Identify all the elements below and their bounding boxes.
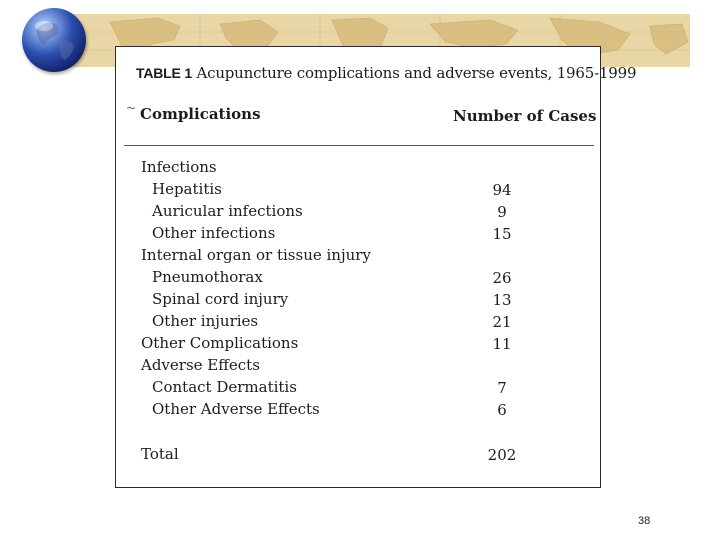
table-row <box>116 180 600 202</box>
row-value: 26 <box>492 269 512 287</box>
table-title <box>136 64 636 82</box>
row-value: 94 <box>492 181 512 199</box>
table-number: TABLE 1 <box>136 65 192 81</box>
row-label: Hepatitis <box>152 180 222 198</box>
row-label: Other Complications <box>141 334 299 352</box>
row-label: Infections <box>141 158 217 176</box>
table-row <box>116 246 600 268</box>
table-row <box>116 158 600 180</box>
row-label: Other Adverse Effects <box>152 400 320 418</box>
table-row <box>116 268 600 290</box>
total-label: Total <box>141 445 179 463</box>
row-value: 11 <box>492 335 512 353</box>
row-value: 15 <box>492 225 512 243</box>
globe-continents <box>22 8 86 72</box>
row-label: Internal organ or tissue injury <box>141 246 371 264</box>
row-label: Other injuries <box>152 312 259 330</box>
scan-mark: ~ <box>126 101 137 115</box>
table-row <box>116 312 600 334</box>
table-row <box>116 290 600 312</box>
table-caption: Acupuncture complications and adverse events, 1965-1999 <box>196 64 637 82</box>
total-value: 202 <box>487 446 517 464</box>
cases-column-header: Number of Cases <box>453 107 597 125</box>
page-number: 38 <box>638 515 651 527</box>
row-label: Other infections <box>152 224 276 242</box>
row-value: 21 <box>492 313 512 331</box>
row-value: 7 <box>497 379 507 397</box>
table-row <box>116 334 600 356</box>
header-divider <box>124 145 594 146</box>
row-label: Auricular infections <box>152 202 303 220</box>
table-image <box>115 46 637 488</box>
table-row <box>116 400 600 422</box>
table-row <box>116 378 600 400</box>
row-label: Contact Dermatitis <box>152 378 297 396</box>
globe-icon <box>22 8 86 72</box>
row-label: Pneumothorax <box>152 268 263 286</box>
row-value: 9 <box>497 203 507 221</box>
total-row <box>116 445 600 467</box>
row-value: 13 <box>492 291 512 309</box>
table-row <box>116 224 600 246</box>
row-label: Adverse Effects <box>141 356 260 374</box>
row-value: 6 <box>497 401 507 419</box>
table-body <box>116 158 600 422</box>
table-row <box>116 356 600 378</box>
table-row <box>116 202 600 224</box>
row-label: Spinal cord injury <box>152 290 289 308</box>
complications-column-header: Complications <box>140 105 261 123</box>
